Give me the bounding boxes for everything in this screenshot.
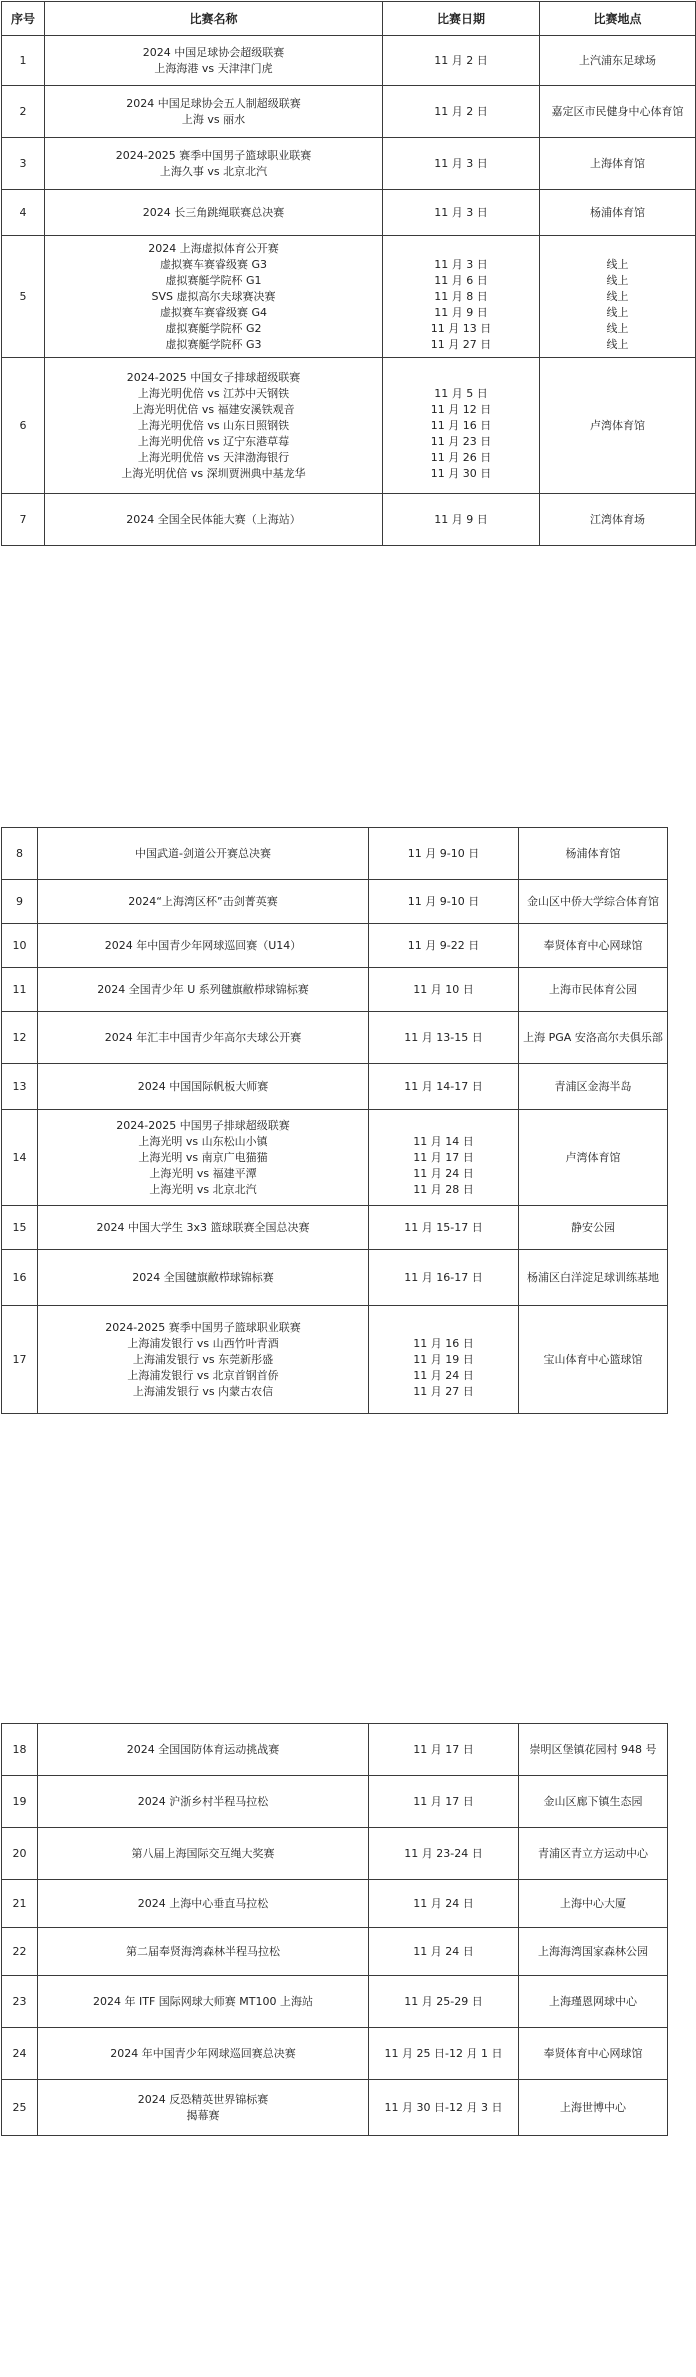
row-number: 6 bbox=[2, 358, 45, 494]
event-venue bbox=[519, 1110, 668, 1206]
event-name-line: 虚拟赛艇学院杯 G3 bbox=[165, 337, 262, 351]
event-name-line: 2024 中国足球协会五人制超级联赛 bbox=[126, 96, 301, 110]
event-venue bbox=[519, 1776, 668, 1828]
event-venue-line: 上海中心大厦 bbox=[560, 1896, 626, 1910]
event-name bbox=[38, 828, 369, 880]
event-date-line: 11 月 15-17 日 bbox=[404, 1220, 483, 1234]
event-name bbox=[45, 494, 383, 546]
event-venue-line: 嘉定区市民健身中心体育馆 bbox=[551, 104, 684, 118]
event-date-line: 11 月 17 日 bbox=[413, 1794, 474, 1808]
event-venue-line: 江湾体育场 bbox=[590, 512, 645, 526]
event-name bbox=[38, 924, 369, 968]
header-name: 比赛名称 bbox=[45, 2, 383, 36]
event-venue-line: 线上 bbox=[606, 273, 629, 287]
event-name bbox=[45, 190, 383, 236]
row-number: 19 bbox=[2, 1776, 38, 1828]
table-row bbox=[2, 1776, 668, 1828]
row-number: 2 bbox=[2, 86, 45, 138]
table-row bbox=[2, 2028, 668, 2080]
event-name-line: 2024 长三角跳绳联赛总决赛 bbox=[142, 205, 285, 219]
schedule-table-part-1 bbox=[1, 1, 696, 546]
event-date-line: 11 月 24 日 bbox=[413, 1166, 474, 1180]
event-date-line: 11 月 14-17 日 bbox=[404, 1079, 483, 1093]
header-date: 比赛日期 bbox=[383, 2, 540, 36]
event-date-line: 11 月 13-15 日 bbox=[404, 1030, 483, 1044]
event-date bbox=[369, 1880, 519, 1928]
event-name-line: 2024 全国毽旗敝栉球锦标赛 bbox=[132, 1270, 274, 1284]
header-no: 序号 bbox=[2, 2, 45, 36]
table-row bbox=[2, 1110, 668, 1206]
row-number: 3 bbox=[2, 138, 45, 190]
event-venue-line: 上海市民体育公园 bbox=[549, 982, 637, 996]
event-date-line: 11 月 13 日 bbox=[430, 321, 492, 335]
event-name-line: 2024 全国青少年 U 系列毽旗敝栉球锦标赛 bbox=[97, 982, 309, 996]
event-venue bbox=[519, 924, 668, 968]
event-venue-line: 金山区廊下镇生态园 bbox=[543, 1794, 643, 1808]
event-venue bbox=[519, 1928, 668, 1976]
table-row bbox=[2, 1976, 668, 2028]
event-date-line: 11 月 2 日 bbox=[434, 104, 488, 118]
table-header-row bbox=[2, 2, 696, 36]
table-row bbox=[2, 968, 668, 1012]
event-name-line: 2024-2025 中国女子排球超级联赛 bbox=[126, 370, 301, 384]
event-venue-line: 宝山体育中心篮球馆 bbox=[543, 1352, 643, 1366]
row-number: 5 bbox=[2, 236, 45, 358]
event-venue-line: 奉贤体育中心网球馆 bbox=[543, 2046, 643, 2060]
event-name-line: 2024 年中国青少年网球巡回赛（U14） bbox=[104, 938, 302, 952]
row-number: 22 bbox=[2, 1928, 38, 1976]
row-number: 7 bbox=[2, 494, 45, 546]
event-venue bbox=[519, 1012, 668, 1064]
event-date-line: 11 月 23 日 bbox=[430, 434, 492, 448]
schedule-table-part-3 bbox=[1, 1723, 668, 2136]
table-body bbox=[2, 36, 696, 546]
event-date bbox=[369, 1206, 519, 1250]
event-date-line: 11 月 17 日 bbox=[413, 1742, 474, 1756]
event-name-line: 2024-2025 赛季中国男子篮球职业联赛 bbox=[115, 148, 312, 162]
event-name-line: 上海光明优倍 vs 深圳贾洲典中基龙华 bbox=[121, 466, 306, 480]
event-date bbox=[369, 1064, 519, 1110]
event-date-line: 11 月 25-29 日 bbox=[404, 1994, 483, 2008]
event-date-line bbox=[386, 370, 536, 386]
event-name-line: 上海海港 vs 天津津门虎 bbox=[154, 61, 273, 75]
event-date-line: 11 月 16 日 bbox=[413, 1336, 474, 1350]
event-name bbox=[38, 1724, 369, 1776]
event-venue-line: 杨浦区白洋淀足球训练基地 bbox=[527, 1270, 659, 1284]
event-date bbox=[369, 1110, 519, 1206]
table-row bbox=[2, 1306, 668, 1414]
event-date-line: 11 月 3 日 bbox=[434, 205, 488, 219]
row-number: 14 bbox=[2, 1110, 38, 1206]
row-number: 25 bbox=[2, 2080, 38, 2136]
event-venue-line: 杨浦体育馆 bbox=[565, 846, 621, 860]
event-venue bbox=[540, 138, 696, 190]
table-row bbox=[2, 36, 696, 86]
event-venue bbox=[519, 1064, 668, 1110]
event-date-line: 11 月 14 日 bbox=[413, 1134, 474, 1148]
table-row bbox=[2, 1250, 668, 1306]
event-date-line: 11 月 9-10 日 bbox=[407, 894, 480, 908]
event-date-line: 11 月 3 日 bbox=[434, 257, 488, 271]
event-date-line: 11 月 3 日 bbox=[434, 156, 488, 170]
event-name-line: 2024 沪浙乡村半程马拉松 bbox=[137, 1794, 269, 1808]
table-row bbox=[2, 86, 696, 138]
event-name-line: 上海浦发银行 vs 东莞新彤盛 bbox=[132, 1352, 274, 1366]
event-venue bbox=[519, 2028, 668, 2080]
table-body bbox=[2, 1724, 668, 2136]
event-venue bbox=[519, 1306, 668, 1414]
event-name bbox=[38, 1976, 369, 2028]
event-name-line: 2024 中国国际帆板大师赛 bbox=[137, 1079, 269, 1093]
event-name bbox=[38, 1828, 369, 1880]
event-name-line: 2024 全国全民体能大赛（上海站） bbox=[126, 512, 301, 526]
event-date bbox=[369, 828, 519, 880]
event-date-line: 11 月 9-22 日 bbox=[407, 938, 480, 952]
event-date bbox=[383, 86, 540, 138]
table-row bbox=[2, 828, 668, 880]
event-venue bbox=[519, 1880, 668, 1928]
event-name-line: 虚拟赛车赛睿级赛 G4 bbox=[159, 305, 268, 319]
event-venue-line: 青浦区金海半岛 bbox=[554, 1079, 632, 1093]
event-name-line: 上海久事 vs 北京北汽 bbox=[159, 164, 268, 178]
event-date bbox=[369, 1828, 519, 1880]
event-name-line: 虚拟赛艇学院杯 G2 bbox=[165, 321, 262, 335]
row-number: 12 bbox=[2, 1012, 38, 1064]
event-name-line: 上海浦发银行 vs 内蒙古农信 bbox=[132, 1384, 274, 1398]
event-date-line: 11 月 30 日 bbox=[430, 466, 492, 480]
event-name-line: 上海光明 vs 南京广电猫猫 bbox=[138, 1150, 268, 1164]
event-venue bbox=[519, 1976, 668, 2028]
event-name-line: 2024-2025 中国男子排球超级联赛 bbox=[116, 1118, 290, 1132]
event-name-line: 2024 反恐精英世界锦标赛 bbox=[137, 2092, 269, 2106]
event-name-line: 中国武道-剑道公开赛总决赛 bbox=[135, 846, 271, 860]
row-number: 16 bbox=[2, 1250, 38, 1306]
event-date-line: 11 月 10 日 bbox=[413, 982, 474, 996]
event-name-line: 2024 上海中心垂直马拉松 bbox=[137, 1896, 269, 1910]
event-date-line: 11 月 30 日-12 月 3 日 bbox=[384, 2100, 503, 2114]
row-number: 8 bbox=[2, 828, 38, 880]
event-date bbox=[369, 1306, 519, 1414]
event-date bbox=[383, 190, 540, 236]
table-row bbox=[2, 1724, 668, 1776]
table-row bbox=[2, 2080, 668, 2136]
event-name-line: 2024 中国大学生 3x3 篮球联赛全国总决赛 bbox=[96, 1220, 310, 1234]
event-date bbox=[369, 1776, 519, 1828]
event-name-line: 上海光明 vs 山东松山小镇 bbox=[138, 1134, 268, 1148]
event-venue-line: 静安公园 bbox=[571, 1220, 615, 1234]
event-name-line: 上海 vs 丽水 bbox=[181, 112, 246, 126]
event-venue-line: 上汽浦东足球场 bbox=[579, 53, 656, 67]
event-date bbox=[369, 1976, 519, 2028]
event-venue bbox=[540, 36, 696, 86]
event-date bbox=[383, 138, 540, 190]
event-name-line: 2024 年中国青少年网球巡回赛总决赛 bbox=[110, 2046, 296, 2060]
event-venue bbox=[540, 236, 696, 358]
event-name bbox=[38, 1012, 369, 1064]
event-name bbox=[38, 2028, 369, 2080]
event-venue-line: 上海海湾国家森林公园 bbox=[538, 1944, 648, 1958]
event-venue bbox=[540, 86, 696, 138]
event-name bbox=[38, 1206, 369, 1250]
event-venue-line bbox=[543, 241, 692, 257]
event-name-line: 2024 年汇丰中国青少年高尔夫球公开赛 bbox=[104, 1030, 302, 1044]
event-date bbox=[369, 968, 519, 1012]
event-date-line: 11 月 5 日 bbox=[434, 386, 488, 400]
event-name-line: 上海光明优倍 vs 福建安溪铁观音 bbox=[132, 402, 295, 416]
event-venue-line: 上海瑾恩网球中心 bbox=[549, 1994, 637, 2008]
event-name bbox=[45, 36, 383, 86]
event-date-line: 11 月 16-17 日 bbox=[404, 1270, 483, 1284]
event-venue bbox=[519, 1250, 668, 1306]
event-name bbox=[45, 358, 383, 494]
event-date-line: 11 月 12 日 bbox=[430, 402, 492, 416]
event-date-line: 11 月 24 日 bbox=[413, 1368, 474, 1382]
event-name-line: 2024 上海虚拟体育公开赛 bbox=[148, 241, 279, 255]
event-date-line: 11 月 16 日 bbox=[430, 418, 492, 432]
event-venue-line: 线上 bbox=[606, 257, 629, 271]
event-name-line: 上海浦发银行 vs 北京首钢首侨 bbox=[127, 1368, 279, 1382]
row-number: 24 bbox=[2, 2028, 38, 2080]
row-number: 23 bbox=[2, 1976, 38, 2028]
event-date-line bbox=[372, 1320, 515, 1336]
event-name bbox=[45, 138, 383, 190]
event-venue bbox=[519, 1206, 668, 1250]
header-venue: 比赛地点 bbox=[540, 2, 696, 36]
event-date-line: 11 月 8 日 bbox=[434, 289, 488, 303]
event-date-line: 11 月 27 日 bbox=[430, 337, 492, 351]
event-date-line: 11 月 9-10 日 bbox=[407, 846, 480, 860]
table-row bbox=[2, 236, 696, 358]
event-name-line: 第二届奉贤海湾森林半程马拉松 bbox=[126, 1944, 280, 1958]
event-date-line: 11 月 28 日 bbox=[413, 1182, 474, 1196]
event-venue-line: 青浦区青立方运动中心 bbox=[538, 1846, 648, 1860]
event-name-line: SVS 虚拟高尔夫球赛决赛 bbox=[151, 289, 276, 303]
table-row bbox=[2, 880, 668, 924]
event-venue-line: 卢湾体育馆 bbox=[565, 1150, 621, 1164]
event-name bbox=[38, 968, 369, 1012]
row-number: 15 bbox=[2, 1206, 38, 1250]
event-venue-line: 线上 bbox=[606, 321, 629, 335]
table-row bbox=[2, 1928, 668, 1976]
event-venue-line: 崇明区堡镇花园村 948 号 bbox=[529, 1742, 657, 1756]
event-venue-line: 卢湾体育馆 bbox=[590, 418, 645, 432]
event-date bbox=[369, 1724, 519, 1776]
event-date bbox=[369, 1012, 519, 1064]
table-row bbox=[2, 138, 696, 190]
event-date-line bbox=[386, 241, 536, 257]
table-row bbox=[2, 1012, 668, 1064]
event-venue bbox=[519, 1724, 668, 1776]
event-venue-line: 杨浦体育馆 bbox=[590, 205, 645, 219]
table-row bbox=[2, 1206, 668, 1250]
event-date-line: 11 月 9 日 bbox=[434, 305, 488, 319]
event-date bbox=[369, 1250, 519, 1306]
event-date-line: 11 月 17 日 bbox=[413, 1150, 474, 1164]
event-venue bbox=[519, 880, 668, 924]
event-name bbox=[45, 86, 383, 138]
event-date-line: 11 月 6 日 bbox=[434, 273, 488, 287]
table-row bbox=[2, 1828, 668, 1880]
event-name-line: 上海光明 vs 福建平潭 bbox=[149, 1166, 257, 1180]
event-date bbox=[369, 1928, 519, 1976]
event-date-line: 11 月 2 日 bbox=[434, 53, 488, 67]
row-number: 18 bbox=[2, 1724, 38, 1776]
event-name-line: 虚拟赛艇学院杯 G1 bbox=[165, 273, 262, 287]
row-number: 9 bbox=[2, 880, 38, 924]
event-venue bbox=[519, 828, 668, 880]
event-date bbox=[383, 358, 540, 494]
event-venue-line: 线上 bbox=[606, 289, 629, 303]
event-date-line: 11 月 9 日 bbox=[434, 512, 488, 526]
event-date-line: 11 月 26 日 bbox=[430, 450, 492, 464]
row-number: 1 bbox=[2, 36, 45, 86]
event-date-line: 11 月 23-24 日 bbox=[404, 1846, 483, 1860]
event-name-line: 2024“上海湾区杯”击剑菁英赛 bbox=[128, 894, 278, 908]
event-venue bbox=[540, 494, 696, 546]
event-venue bbox=[519, 968, 668, 1012]
event-venue bbox=[519, 1828, 668, 1880]
event-name bbox=[38, 1064, 369, 1110]
event-name-line: 2024-2025 赛季中国男子篮球职业联赛 bbox=[105, 1320, 301, 1334]
event-name bbox=[38, 1110, 369, 1206]
event-venue bbox=[540, 358, 696, 494]
row-number: 4 bbox=[2, 190, 45, 236]
event-name-line: 2024 年 ITF 国际网球大师赛 MT100 上海站 bbox=[93, 1994, 313, 2008]
event-name bbox=[45, 236, 383, 358]
event-name-line: 上海光明优倍 vs 江苏中天钢铁 bbox=[137, 386, 290, 400]
event-venue-line: 奉贤体育中心网球馆 bbox=[543, 938, 643, 952]
event-name-line: 上海光明优倍 vs 天津渤海银行 bbox=[137, 450, 290, 464]
event-date-line bbox=[372, 1118, 515, 1134]
table-row bbox=[2, 924, 668, 968]
event-name bbox=[38, 1250, 369, 1306]
row-number: 10 bbox=[2, 924, 38, 968]
table-row bbox=[2, 494, 696, 546]
event-name-line: 虚拟赛车赛睿级赛 G3 bbox=[159, 257, 268, 271]
event-date-line: 11 月 27 日 bbox=[413, 1384, 474, 1398]
event-name bbox=[38, 1776, 369, 1828]
row-number: 21 bbox=[2, 1880, 38, 1928]
row-number: 13 bbox=[2, 1064, 38, 1110]
schedule-table-part-2 bbox=[1, 827, 668, 1414]
event-name bbox=[38, 880, 369, 924]
event-date-line: 11 月 19 日 bbox=[413, 1352, 474, 1366]
event-venue-line: 上海世博中心 bbox=[560, 2100, 626, 2114]
event-date bbox=[369, 2080, 519, 2136]
event-name-line: 第八届上海国际交互绳大奖赛 bbox=[131, 1846, 275, 1860]
event-date-line: 11 月 25 日-12 月 1 日 bbox=[384, 2046, 503, 2060]
event-name bbox=[38, 1928, 369, 1976]
event-name bbox=[38, 2080, 369, 2136]
row-number: 20 bbox=[2, 1828, 38, 1880]
event-venue-line: 线上 bbox=[606, 337, 629, 351]
event-venue-line: 金山区中侨大学综合体育馆 bbox=[527, 894, 659, 908]
event-date bbox=[383, 236, 540, 358]
event-venue-line: 上海 PGA 安洛高尔夫俱乐部 bbox=[523, 1030, 663, 1044]
table-row bbox=[2, 1880, 668, 1928]
event-name bbox=[38, 1306, 369, 1414]
row-number: 11 bbox=[2, 968, 38, 1012]
event-date-line: 11 月 24 日 bbox=[413, 1896, 474, 1910]
event-date bbox=[383, 36, 540, 86]
event-name-line: 上海光明 vs 北京北汽 bbox=[149, 1182, 257, 1196]
table-row bbox=[2, 358, 696, 494]
event-name-line: 上海光明优倍 vs 辽宁东港草莓 bbox=[137, 434, 290, 448]
event-venue-line: 线上 bbox=[606, 305, 629, 319]
table-row bbox=[2, 190, 696, 236]
event-date bbox=[383, 494, 540, 546]
event-date-line: 11 月 24 日 bbox=[413, 1944, 474, 1958]
event-date bbox=[369, 2028, 519, 2080]
event-name-line: 揭幕赛 bbox=[186, 2108, 220, 2122]
row-number: 17 bbox=[2, 1306, 38, 1414]
event-date bbox=[369, 880, 519, 924]
event-venue bbox=[519, 2080, 668, 2136]
event-venue bbox=[540, 190, 696, 236]
event-name-line: 2024 中国足球协会超级联赛 bbox=[142, 45, 285, 59]
table-row bbox=[2, 1064, 668, 1110]
event-name-line: 2024 全国国防体育运动挑战赛 bbox=[126, 1742, 280, 1756]
event-venue-line: 上海体育馆 bbox=[590, 156, 645, 170]
event-name-line: 上海浦发银行 vs 山西竹叶青酒 bbox=[127, 1336, 279, 1350]
event-name-line: 上海光明优倍 vs 山东日照钢铁 bbox=[137, 418, 290, 432]
event-date bbox=[369, 924, 519, 968]
table-body bbox=[2, 828, 668, 1414]
event-name bbox=[38, 1880, 369, 1928]
